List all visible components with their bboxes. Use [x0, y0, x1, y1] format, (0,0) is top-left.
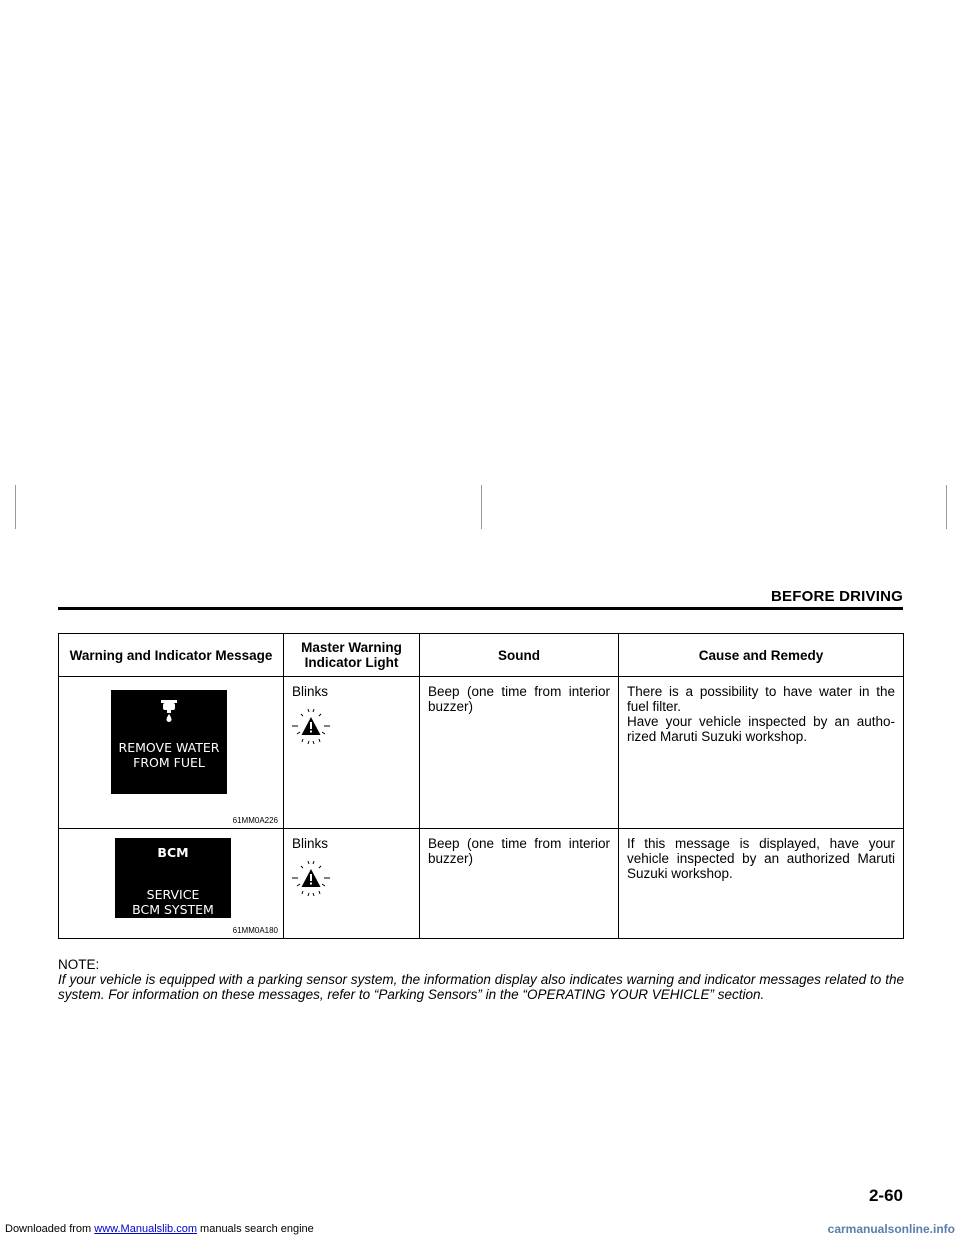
footer-link[interactable]: www.Manualslib.com [94, 1223, 197, 1235]
sound-cell: Beep (one time from interior buzzer) [420, 677, 619, 829]
header-sound: Sound [420, 634, 619, 677]
header-message: Warning and Indicator Message [59, 634, 284, 677]
note-label: NOTE: [58, 957, 100, 972]
footer-suffix: manuals search engine [196, 1223, 314, 1235]
image-code: 61MM0A226 [232, 816, 278, 825]
sound-cell: Beep (one time from interior buzzer) [420, 829, 619, 939]
crop-mark [15, 485, 16, 529]
display-line: BCM SYSTEM [132, 902, 214, 917]
table-row [59, 677, 904, 829]
remedy-cell [619, 677, 904, 829]
remedy-cell [619, 829, 904, 939]
water-in-fuel-icon [159, 697, 179, 723]
image-code: 61MM0A180 [232, 926, 278, 935]
display-line: SERVICE [146, 887, 200, 902]
note-block [58, 957, 904, 1002]
remedy-line: There is a possibility to have water in the fuel filter. [627, 684, 895, 714]
info-display-screen [115, 838, 231, 918]
footer [5, 1223, 314, 1235]
crop-mark [946, 485, 947, 529]
master-warning-blink-icon [288, 858, 334, 900]
crop-mark [481, 485, 482, 529]
page-number: 2-60 [868, 1186, 903, 1205]
header-rule [58, 607, 903, 610]
note-text: If your vehicle is equipped with a parking sensor system, the information display also indicates warning and indicator messages related to the system. For information on these messages, refer to “Parking Sensors” in the “OPERATING YOUR VEHICLE” section. [58, 972, 904, 1002]
display-line: REMOVE WATER [118, 740, 220, 755]
footer-prefix: Downloaded from [5, 1223, 95, 1235]
remedy-line: If this message is displayed, have your vehicle inspected by an authorized Maruti Suzuki workshop. [627, 836, 895, 881]
light-cell [284, 677, 420, 829]
table-header-row [59, 634, 904, 677]
light-status: Blinks [292, 836, 329, 851]
display-line: BCM [157, 845, 189, 860]
table-row [59, 829, 904, 939]
remedy-line: Have your vehicle inspected by an autho-rized Maruti Suzuki workshop. [627, 714, 895, 744]
section-title: BEFORE DRIVING [771, 588, 903, 605]
footer-watermark: carmanualsonline.info [827, 1222, 955, 1236]
header-remedy: Cause and Remedy [619, 634, 904, 677]
light-status: Blinks [292, 684, 329, 699]
light-cell [284, 829, 420, 939]
master-warning-blink-icon [288, 706, 334, 748]
warning-table [58, 633, 904, 939]
display-line: FROM FUEL [133, 755, 205, 770]
message-image-cell [59, 677, 284, 829]
info-display-screen [111, 690, 227, 794]
message-image-cell [59, 829, 284, 939]
header-light: Master Warning Indicator Light [284, 634, 420, 677]
